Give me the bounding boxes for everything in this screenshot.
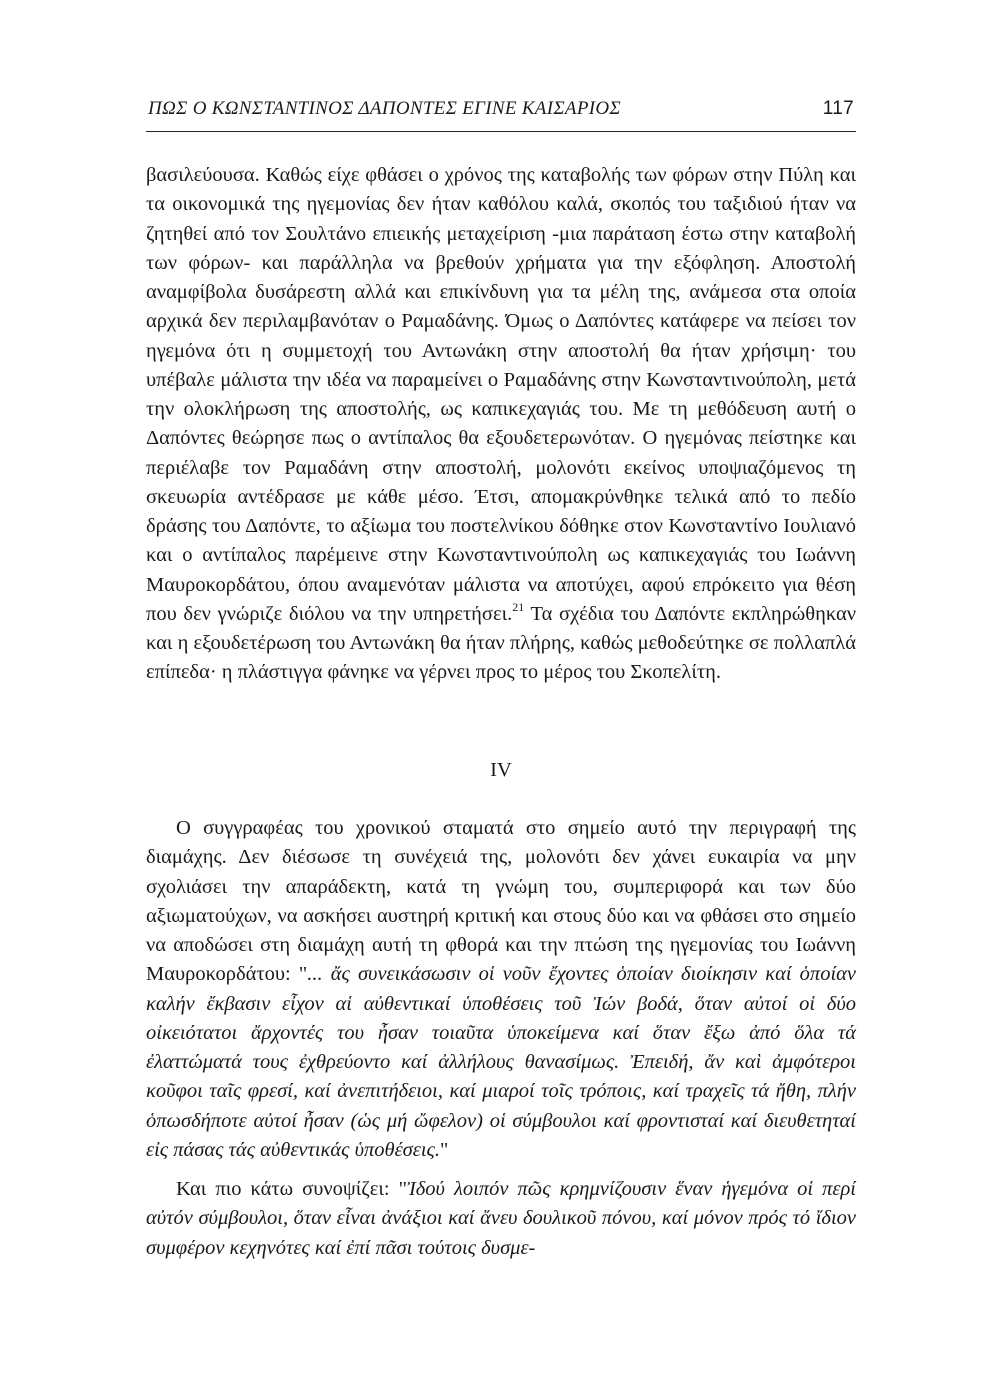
- quotation-close: ": [440, 1138, 449, 1161]
- quotation: ... ἄς συνεικάσωσιν οἱ νοῦν ἔχοντες ὁποίαν διοίκησιν καί ὁποίαν καλήν ἔκβασιν εἶχον αἱ αὐθεντικαί ὑποθέσεις τοῦ Ἰών βοδά, ὅταν αὐτοί οἱ δύο οἰκειότατοι ἄρχοντές του ἦσαν τοιαῦτα ὑποκείμενα καί ὅταν ἔξω ἀπό ὅλα τά ἐλαττώματά τους ἐχθρεύοντο καί ἀλλήλους θανασίμως. Ἐπειδή, ἄν καὶ ἀμφότεροι κοῦφοι ταῖς φρεσί, καί ἀνεπιτήδειοι, καί μιαροί τοῖς τρόποις, καί τραχεῖς τά ἤθη, πλήν ὁπωσδήποτε αὐτοί ἦσαν (ὡς μή ὤφελον) οἱ σύμβουλοι καί φροντισταί καί διευθετηταί εἰς πάσας τάς αὐθεντικάς ὑποθέσεις.: [146, 963, 856, 1161]
- page-number: 117: [822, 98, 854, 119]
- paragraph-text: βασιλεύουσα. Καθώς είχε φθάσει ο χρόνος της καταβολής των φόρων στην Πύλη και τα οικονομικά της ηγεμονίας δεν ήταν καθόλου καλά, σκοπός του ταξιδιού ήταν να ζητηθεί από τον Σουλτάνο επιεικής μεταχείριση -μια παράταση έστω στην καταβολή των φόρων- και παράλληλα να βρεθούν χρήματα για την εξόφληση. Αποστολή αναμφίβολα δυσάρεστη αλλά και επικίνδυνη για τα μέλη της, ανάμεσα στα οποία αρχικά δεν περιλαμβανόταν ο Ραμαδάνης. Όμως ο Δαπόντες κατάφερε να πείσει τον ηγεμόνα ότι η συμμετοχή του Αντωνάκη στην αποστολή θα ήταν χρήσιμη· του υπέβαλε μάλιστα την ιδέα να παραμείνει ο Ραμαδάνης στην Κωνσταντινούπολη, μετά την ολοκλήρωση της αποστολής, ως καπικεχαγιάς του. Με τη μεθόδευση αυτή ο Δαπόντες θεώρησε πως ο αντίπαλος θα εξουδετερωνόταν. Ο ηγεμόνας πείστηκε και περιέλαβε τον Ραμαδάνη στην αποστολή, μολονότι εκείνος υποψιαζόμενος τη σκευωρία αντέδρασε με κάθε μέσο. Έτσι, απομακρύνθηκε τελικά από το πεδίο δράσης του Δαπόντε, το αξίωμα του ποστελνίκου δόθηκε στον Κωνσταντίνο Ιουλιανό και ο αντίπαλος παρέμεινε στην Κωνσταντινούπολη ως καπικεχαγιάς του Ιωάννη Μαυροκορδάτου, όπου αναμενόταν μάλιστα να αποτύχει, αφού επρόκειτο για θέση που δεν γνώριζε διόλου να την υπηρετήσει.: [146, 164, 856, 625]
- header-rule: [146, 131, 856, 132]
- section-heading: IV: [490, 759, 512, 781]
- running-title: ΠΩΣ Ο ΚΩΝΣΤΑΝΤΙΝΟΣ ΔΑΠΟΝΤΕΣ ΕΓΙΝΕ ΚΑΙΣΑΡΙΟΣ: [148, 98, 621, 119]
- quotation: Ἰδού λοιπόν πῶς κρημνίζουσιν ἕναν ἡγεμόνα οἱ περί αὐτόν σύμβουλοι, ὅταν εἶναι ἀνάξιοι καί ἄνευ δουλικοῦ πόνου, καί μόνον πρός τό ἴδιον συμφέρον κεχηνότες καί ἐπί πᾶσι τούτοις δυσμε-: [146, 1178, 856, 1259]
- paragraph-text: Και πιο κάτω συνοψίζει: ": [176, 1178, 407, 1200]
- paragraph-text: Ο συγγραφέας του χρονικού σταματά στο σημείο αυτό την περιγραφή της διαμάχης. Δεν διέσωσε τη συνέχειά της, μολονότι δεν χάνει ευκαιρία να μην σχολιάσει την απαράδεκτη, κατά τη γνώμη του, συμπεριφορά και των δύο αξιωματούχων, να ασκήσει αυστηρή κριτική και στους δύο και να φθάσει στο σημείο να αποδώσει στη διαμάχη αυτή τη φθορά και την πτώση της ηγεμονίας του Ιωάννη Μαυροκορδάτου: ": [146, 817, 856, 986]
- paragraph-text-continued: Τα σχέδια του Δαπόντε εκπληρώθηκαν και η εξουδετέρωση του Αντωνάκη θα ήταν πλήρης, καθώς μεθοδεύτηκε σε πολλαπλά επίπεδα· η πλάστιγγα φάνηκε να γέρνει προς το μέρος του Σκοπελίτη.: [146, 602, 856, 684]
- paragraph-continued: [146, 161, 856, 688]
- section-1-text: [146, 161, 856, 688]
- paragraph: [146, 1175, 856, 1263]
- footnote-marker: 21: [512, 599, 525, 614]
- paragraph: [146, 814, 856, 1165]
- section-2-text: [146, 814, 856, 1263]
- running-header: [148, 98, 854, 120]
